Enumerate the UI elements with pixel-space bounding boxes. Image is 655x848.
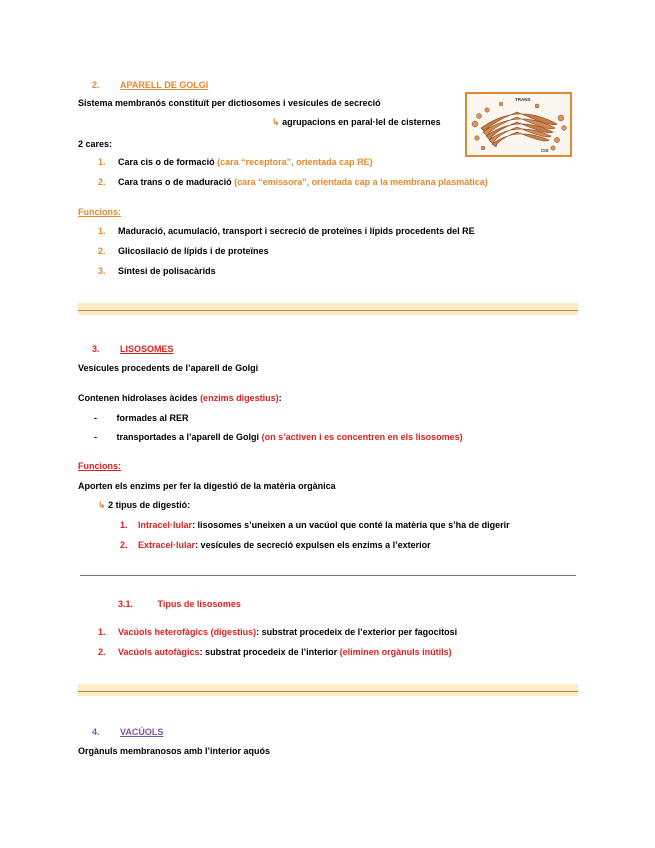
section2-desc: Sistema membranós constituït per dictiosomes i vesícules de secreció (78, 98, 381, 108)
section-divider (78, 303, 578, 315)
section3-digestion-label: ↳ 2 tipus de digestió: (98, 500, 191, 510)
face-item-trans: 2. Cara trans o de maduració (cara “emissora”, orientada cap a la membrana plasmàtica) (98, 177, 488, 187)
horizontal-rule (80, 575, 576, 576)
section3-number: 3. (92, 344, 100, 354)
section2-faces-label: 2 cares: (78, 139, 113, 149)
arrow-icon: ↳ (272, 117, 280, 127)
section2-arrow-text: agrupacions en paral·lel de cisternes (282, 117, 441, 127)
list-item: - formades al RER (94, 413, 189, 423)
section4-desc: Orgànuls membranosos amb l’interior aquós (78, 746, 271, 756)
golgi-label-cis: CIS (541, 148, 549, 153)
arrow-icon: ↳ (98, 500, 106, 510)
section4-number: 4. (92, 727, 100, 737)
digestion-item-extracellular: 2. Extracel·lular: vesícules de secreció expulsen els enzims a l’exterior (120, 540, 431, 550)
section31-heading (118, 599, 241, 609)
golgi-apparatus-image (465, 92, 572, 157)
section2-number: 2. (92, 80, 100, 90)
section3-heading (92, 344, 174, 354)
function-item: 1. Maduració, acumulació, transport i secreció de proteïnes i lípids procedents del RE (98, 226, 475, 236)
section3-functions-desc: Aporten els enzims per fer la digestió de la matèria orgànica (78, 481, 336, 491)
section2-title: APARELL DE GOLGI (120, 80, 209, 90)
section2-arrow-line (272, 117, 441, 128)
section2-heading (92, 80, 208, 90)
section4-title: VACÚOLS (120, 727, 164, 737)
section3-contain: Contenen hidrolases àcides (enzims digestius): (78, 393, 282, 403)
face-item-cis: 1. Cara cis o de formació (cara “receptora”, orientada cap RE) (98, 157, 373, 167)
lysosome-type-item: 2. Vacúols autofàgics: substrat procedeix de l’interior (eliminen orgànuls inútils) (98, 647, 452, 657)
section3-desc: Vesícules procedents de l’aparell de Golgi (78, 363, 259, 373)
section3-title: LISOSOMES (120, 344, 174, 354)
section2-functions-label: Funcions: (78, 207, 121, 217)
section31-number: 3.1. (118, 599, 134, 609)
digestion-item-intracellular: 1. Intracel·lular: lisosomes s’uneixen a un vacúol que conté la matèria que s’ha de digerir (120, 520, 510, 530)
lysosome-type-item: 1. Vacúols heterofàgics (digestius): substrat procedeix de l’exterior per fagocitosi (98, 627, 458, 637)
section-divider (78, 684, 578, 696)
golgi-label-trans: TRANS (515, 97, 531, 102)
function-item: 2. Glicosilació de lípids i de proteïnes (98, 246, 269, 256)
function-item: 3. Síntesi de polisacàrids (98, 266, 216, 276)
section4-heading (92, 727, 163, 737)
list-item: - transportades a l’aparell de Golgi (on s’activen i es concentren en els lisosomes) (94, 432, 463, 442)
section3-functions-label: Funcions: (78, 461, 121, 471)
section31-title: Tipus de lisosomes (157, 599, 241, 609)
